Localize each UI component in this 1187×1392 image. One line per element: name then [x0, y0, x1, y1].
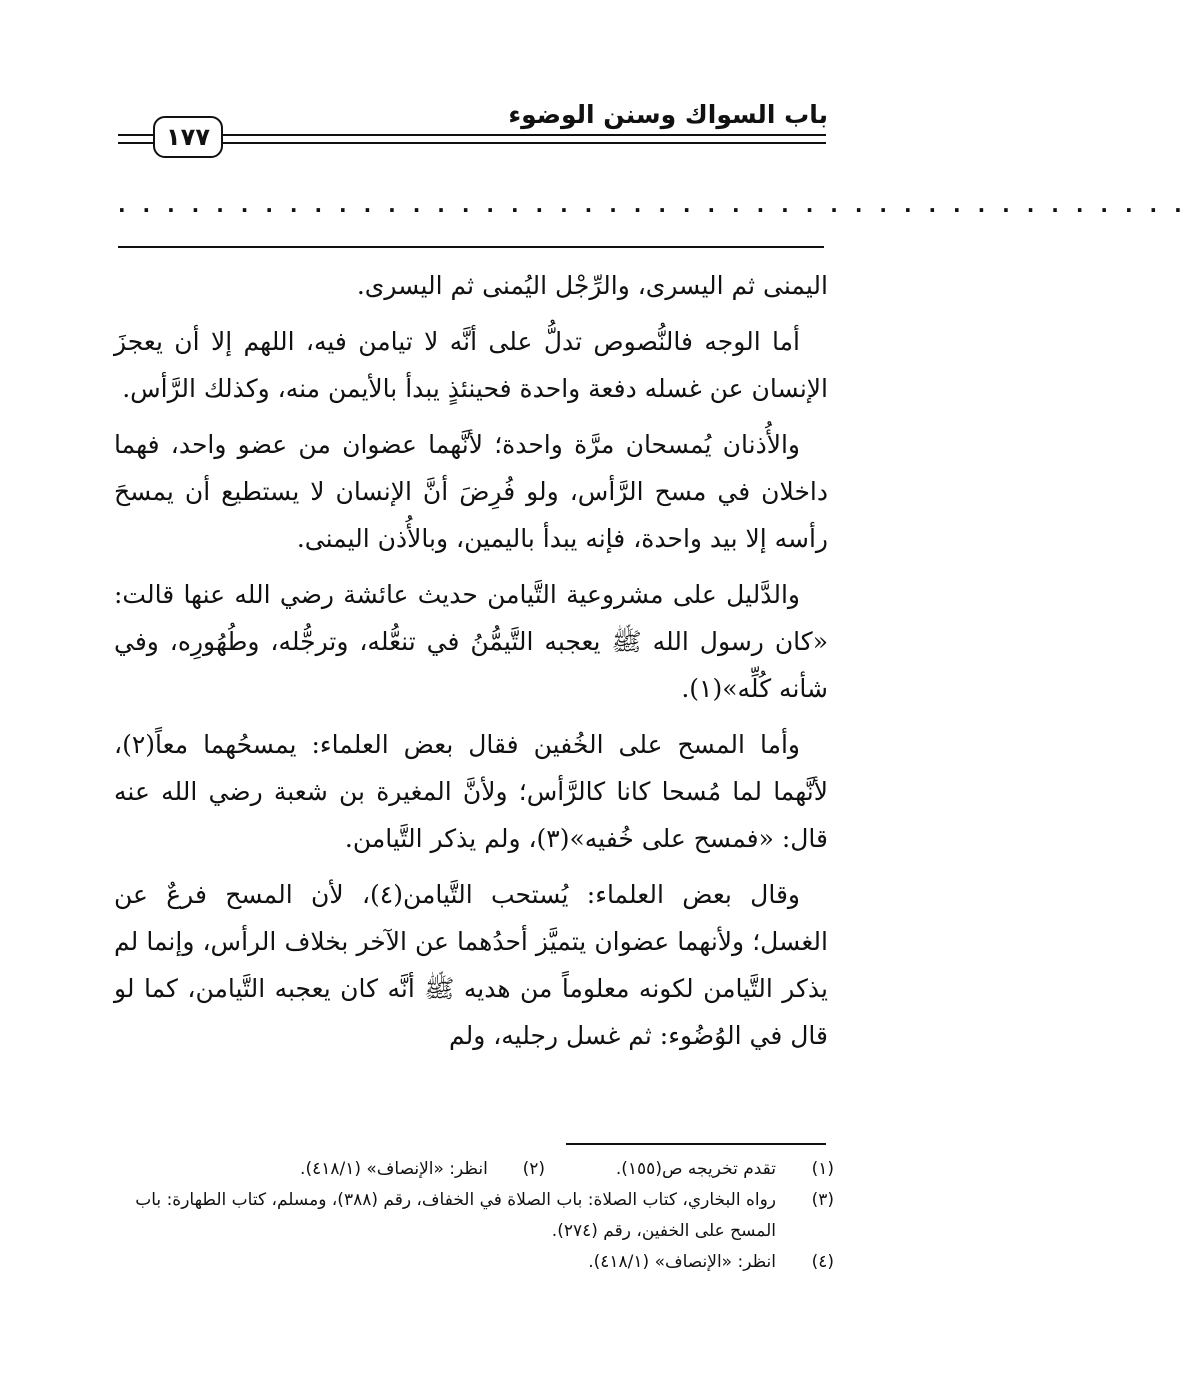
footnote	[114, 1185, 834, 1247]
header-rule-left-2	[118, 142, 153, 144]
main-text	[114, 262, 828, 1059]
running-title: باب السواك وسنن الوضوء	[508, 100, 828, 129]
footnote-text: انظر: «الإنصاف» (٤١٨/١).	[300, 1159, 488, 1179]
footnote-text: رواه البخاري، كتاب الصلاة: باب الصلاة في الخفاف، رقم (٣٨٨)، ومسلم، كتاب الطهارة: باب المسح على الخفين، رقم (٢٧٤).	[135, 1190, 776, 1241]
footnotes	[114, 1154, 834, 1278]
paragraph: والدَّليل على مشروعية التَّيامن حديث عائشة رضي الله عنها قالت: «كان رسول الله ﷺ يعجبه التَّيمُّنُ في تنعُّله، وترجُّله، وطُهُورِه، وفي شأنه كُلِّه»(١).	[114, 580, 828, 703]
paragraph: وأما المسح على الخُفين فقال بعض العلماء: يمسحُهما معاً(٢)، لأنَّهما لما مُسحا كانا كالرَّأس؛ ولأنَّ المغيرة بن شعبة رضي الله عنه قال: «فمسح على خُفيه»(٣)، ولم يذكر التَّيامن.	[114, 730, 828, 853]
paragraph: والأُذنان يُمسحان مرَّة واحدة؛ لأنَّهما عضوان من عضو واحد، فهما داخلان في مسح الرَّأس، ولو فُرِضَ أنَّ الإنسان لا يستطيع أن يمسحَ رأسه إلا بيد واحدة، فإنه يبدأ باليمين، وبالأُذن اليمنى.	[114, 430, 828, 553]
footnote-number: (١)	[811, 1159, 834, 1179]
page-number: ١٧٧	[153, 116, 223, 158]
header-rule-left	[118, 134, 153, 136]
footnote-number: (٤)	[811, 1252, 834, 1272]
footnote-number: (٣)	[811, 1190, 834, 1210]
dotted-separator: . . . . . . . . . . . . . . . . . . . . . . . . . . . . . . . . . . . . . . . . . . . .	[118, 193, 1187, 217]
header-rule-right	[223, 134, 826, 136]
footnote-text: تقدم تخريجه ص(١٥٥).	[615, 1159, 776, 1179]
paragraph: وقال بعض العلماء: يُستحب التَّيامن(٤)، لأن المسح فرعٌ عن الغسل؛ ولأنهما عضوان يتميَّز أحدُهما عن الآخر بخلاف الرأس، وإنما لم يذكر التَّيامن لكونه معلوماً من هديه ﷺ أنَّه كان يعجبه التَّيامن، كما لو قال في الوُضُوء: ثم غسل رجليه، ولم	[114, 880, 828, 1050]
paragraph: أما الوجه فالنُّصوص تدلُّ على أنَّه لا تيامن فيه، اللهم إلا أن يعجزَ الإنسان عن غسله دفعة واحدة فحينئذٍ يبدأ بالأيمن منه، وكذلك الرَّأس.	[114, 327, 828, 403]
footnote	[114, 1247, 834, 1278]
header-rule-right-2	[223, 142, 826, 144]
footnote-text: انظر: «الإنصاف» (٤١٨/١).	[588, 1252, 776, 1272]
footnote-separator	[566, 1143, 826, 1145]
paragraph: اليمنى ثم اليسرى، والرِّجْل اليُمنى ثم اليسرى.	[356, 271, 828, 300]
footnote	[114, 1154, 834, 1185]
content-top-rule	[118, 246, 824, 248]
footnote-number: (٢)	[522, 1159, 546, 1179]
